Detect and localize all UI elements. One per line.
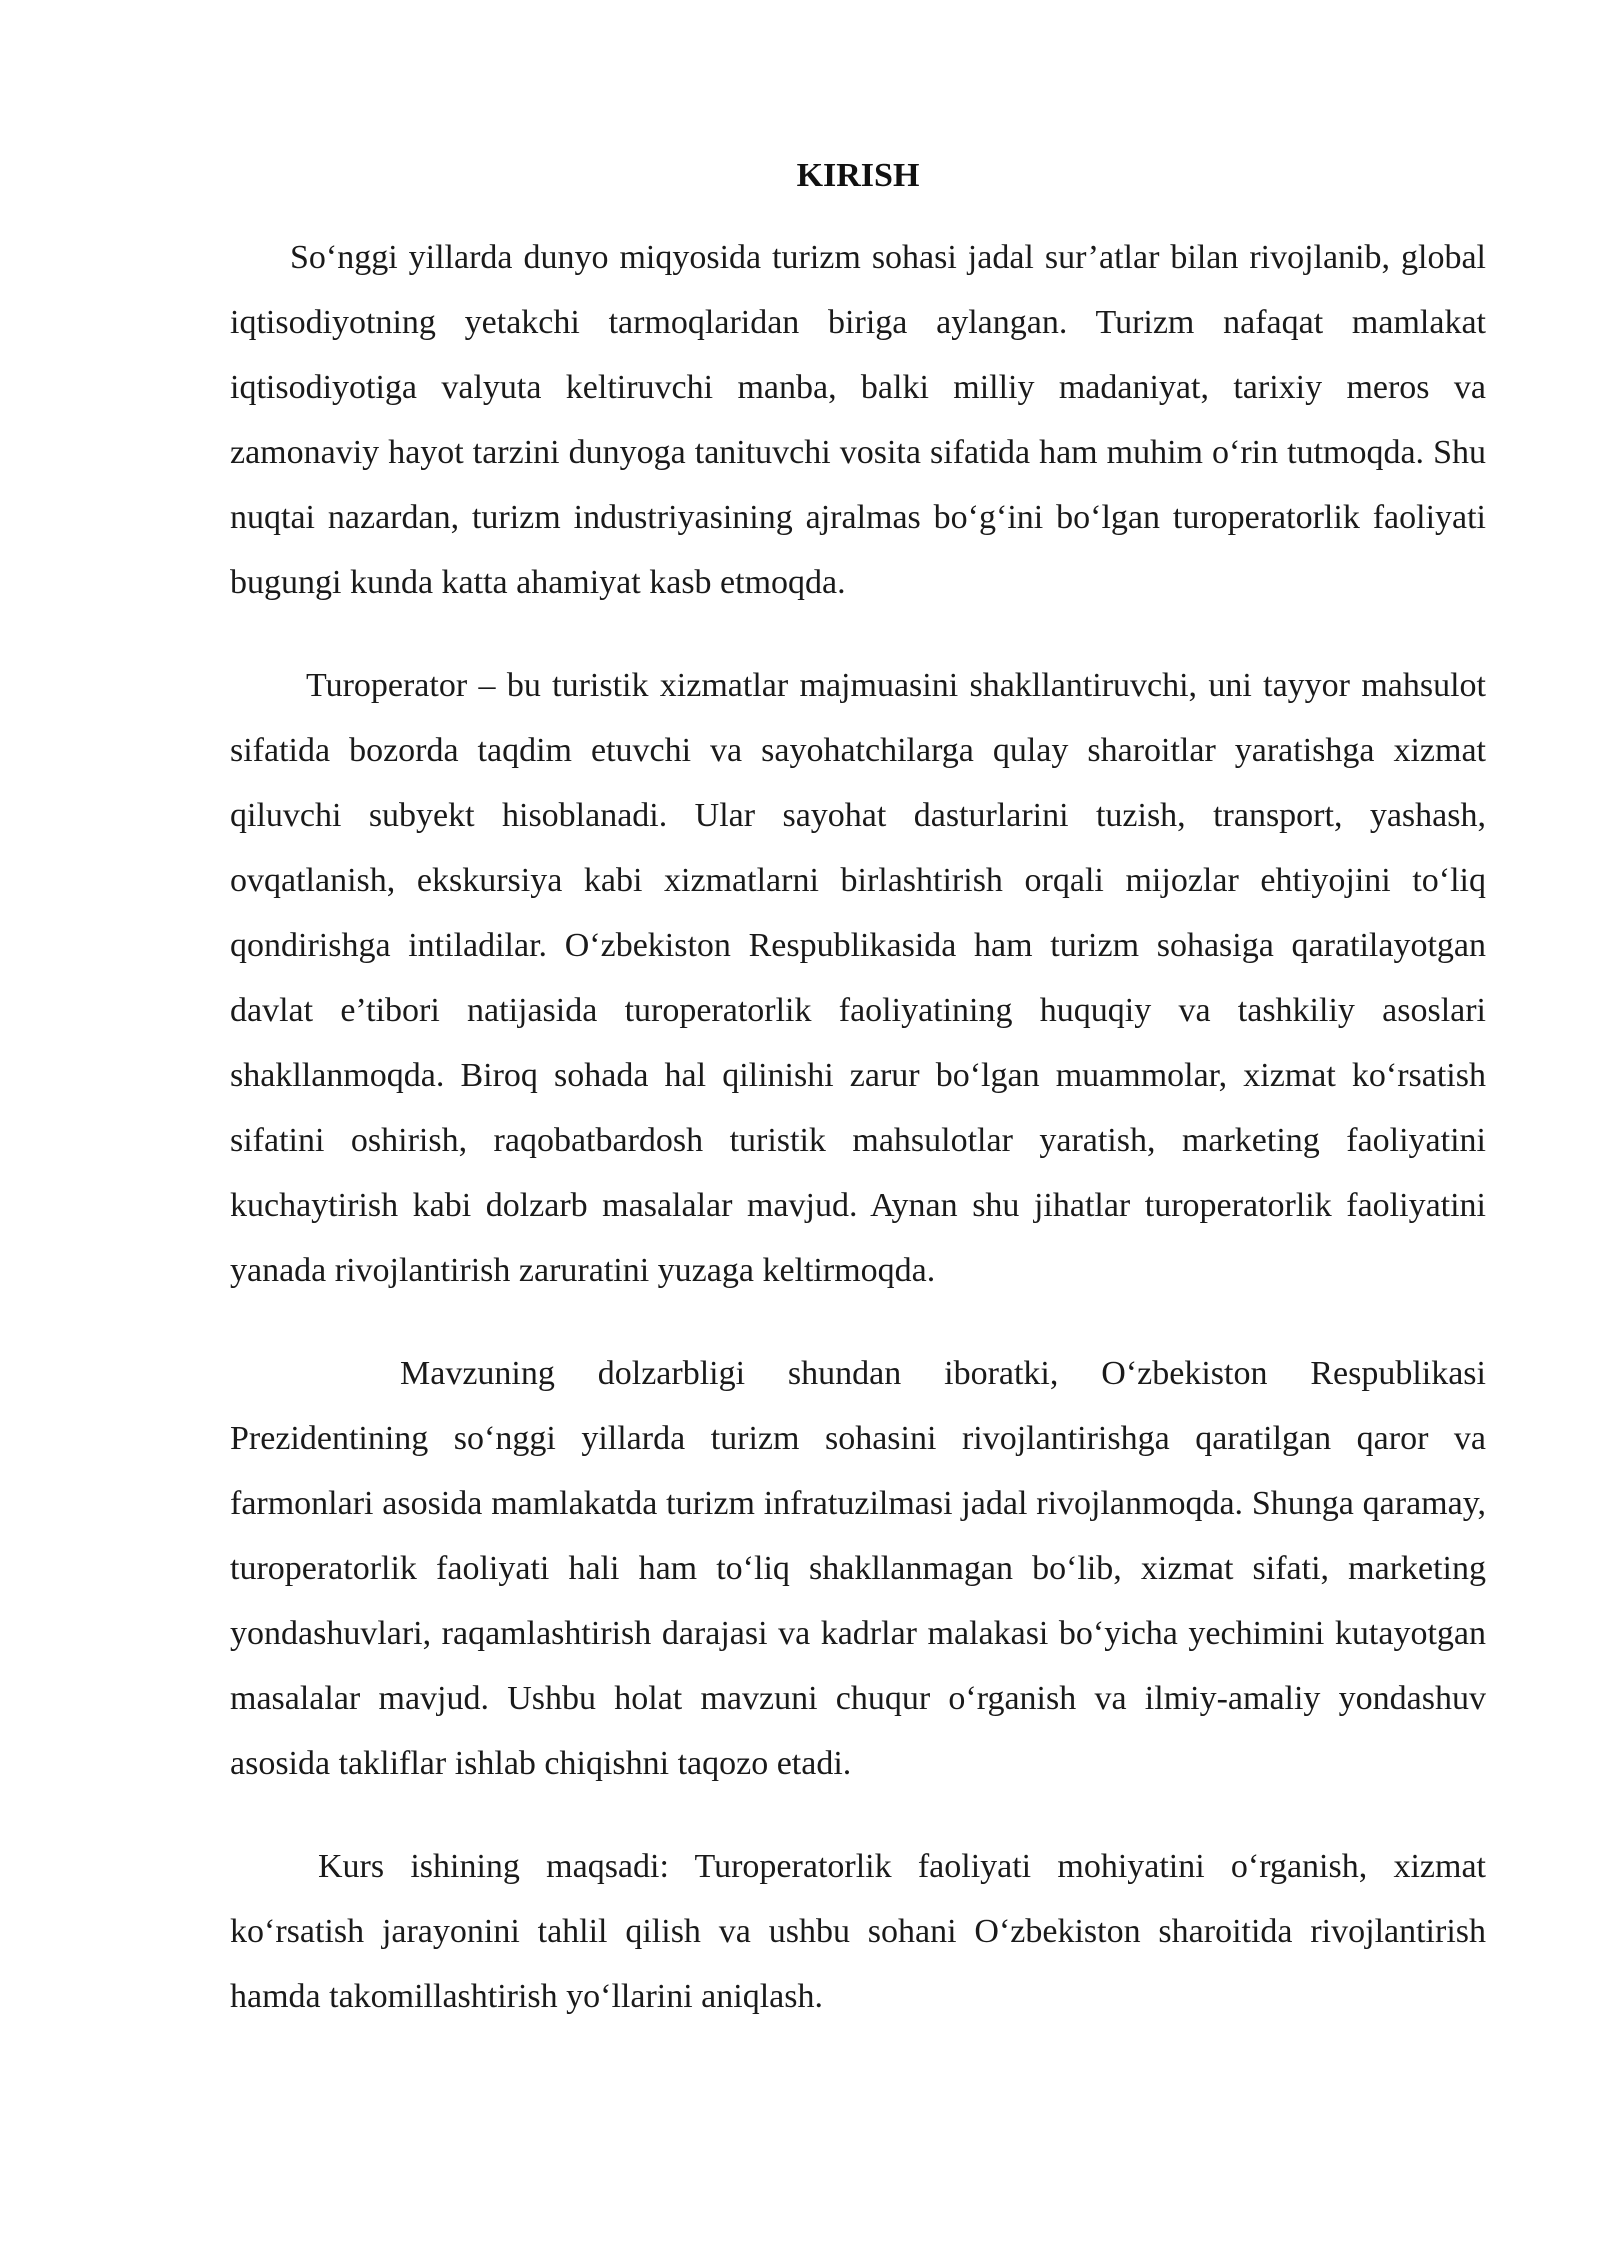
paragraph-turoperator: Turoperator – bu turistik xizmatlar majmuasini shakllantiruvchi, uni tayyor mahsulot sifatida bozorda taqdim etuvchi va sayohatchilarga qulay sharoitlar yaratishga xizmat qiluvchi subyekt hisoblanadi. Ular sayohat dasturlarini tuzish, transport, yashash, ovqatlanish, ekskursiya kabi xizmatlarni birlashtirish orqali mijozlar ehtiyojini to‘liq qondirishga intiladilar. O‘zbekiston Respublikasida ham turizm sohasiga qaratilayotgan davlat e’tibori natijasida turoperatorlik faoliyatining huquqiy va tashkiliy asoslari shakllanmoqda. Biroq sohada hal qilinishi zarur bo‘lgan muammolar, xizmat ko‘rsatish sifatini oshirish, raqobatbardosh turistik mahsulotlar yaratish, marketing faoliyatini kuchaytirish kabi dolzarb masalalar mavjud. Aynan shu jihatlar turoperatorlik faoliyatini yanada rivojlantirish zaruratini yuzaga keltirmoqda. <box>230 667 1486 1289</box>
document-body <box>230 0 1486 2029</box>
paragraph-goal: Kurs ishining maqsadi: Turoperatorlik faoliyati mohiyatini o‘rganish, xizmat ko‘rsatish jarayonini tahlil qilish va ushbu sohani O‘zbekiston sharoitida rivojlantirish hamda takomillashtirish yo‘llarini aniqlash. <box>230 1848 1486 2015</box>
document-title: KIRISH <box>796 157 920 194</box>
paragraph-relevance: Mavzuning dolzarbligi shundan iboratki, O‘zbekiston Respublikasi Prezidentining so‘nggi yillarda turizm sohasini rivojlantirishga qaratilgan qaror va farmonlari asosida mamlakatda turizm infratuzilmasi jadal rivojlanmoqda. Shunga qaramay, turoperatorlik faoliyati hali ham to‘liq shakllanmagan bo‘lib, xizmat sifati, marketing yondashuvlari, raqamlashtirish darajasi va kadrlar malakasi bo‘yicha yechimini kutayotgan masalalar mavjud. Ushbu holat mavzuni chuqur o‘rganish va ilmiy-amaliy yondashuv asosida takliflar ishlab chiqishni taqozo etadi. <box>230 1355 1486 1782</box>
paragraph-intro: So‘nggi yillarda dunyo miqyosida turizm sohasi jadal sur’atlar bilan rivojlanib, global iqtisodiyotning yetakchi tarmoqlaridan biriga aylangan. Turizm nafaqat mamlakat iqtisodiyotiga valyuta keltiruvchi manba, balki milliy madaniyat, tarixiy meros va zamonaviy hayot tarzini dunyoga tanituvchi vosita sifatida ham muhim o‘rin tutmoqda. Shu nuqtai nazardan, turizm industriyasining ajralmas bo‘g‘ini bo‘lgan turoperatorlik faoliyati bugungi kunda katta ahamiyat kasb etmoqda. <box>230 239 1486 601</box>
